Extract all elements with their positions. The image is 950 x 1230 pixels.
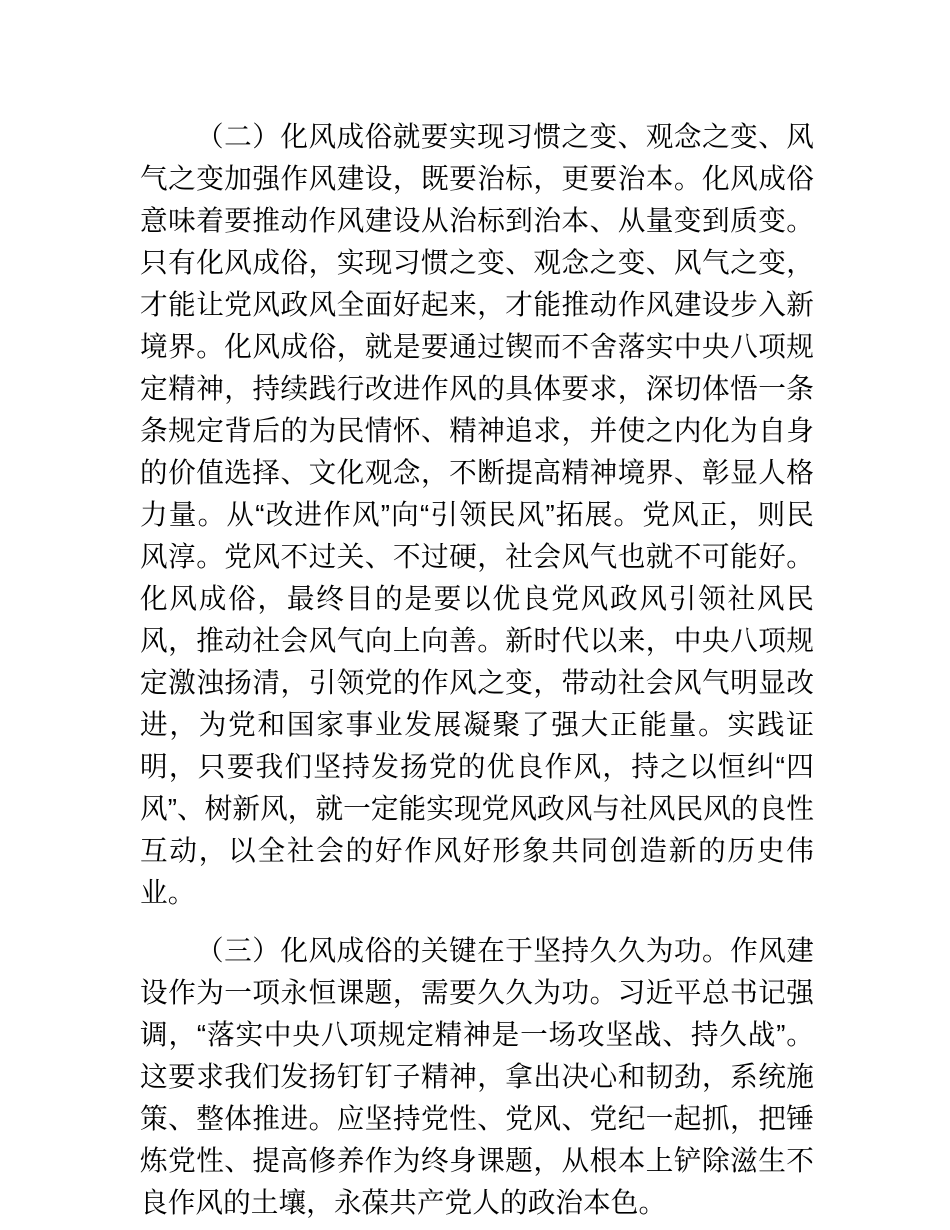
paragraph-section-three: （三）化风成俗的关键在于坚持久久为功。作风建设作为一项永恒课题，需要久久为功。习近平总书记强调，“落实中央八项规定精神是一场攻坚战、持久战”。这要求我们发扬钉钉子精神，拿出决心和韧劲，系统施策、整体推进。应坚持党性、党风、党纪一起抓，把锤炼党性、提高修养作为终身课题，从根本上铲除滋生不良作风的土壤，永葆共产党人的政治本色。 <box>140 935 814 1218</box>
paragraph-section-two: （二）化风成俗就要实现习惯之变、观念之变、风气之变加强作风建设，既要治标，更要治本。化风成俗意味着要推动作风建设从治标到治本、从量变到质变。只有化风成俗，实现习惯之变、观念之变、风气之变，才能让党风政风全面好起来，才能推动作风建设步入新境界。化风成俗，就是要通过锲而不舍落实中央八项规定精神，持续践行改进作风的具体要求，深切体悟一条条规定背后的为民情怀、精神追求，并使之内化为自身的价值选择、文化观念，不断提高精神境界、彰显人格力量。从“改进作风”向“引领民风”拓展。党风正，则民风淳。党风不过关、不过硬，社会风气也就不可能好。化风成俗，最终目的是要以优良党风政风引领社风民风，推动社会风气向上向善。新时代以来，中央八项规定激浊扬清，引领党的作风之变，带动社会风气明显改进，为党和国家事业发展凝聚了强大正能量。实践证明，只要我们坚持发扬党的优良作风，持之以恒纠“四风”、树新风，就一定能实现党风政风与社风民风的良性互动，以全社会的好作风好形象共同创造新的历史伟业。 <box>140 121 814 908</box>
document-body <box>140 116 814 1224</box>
